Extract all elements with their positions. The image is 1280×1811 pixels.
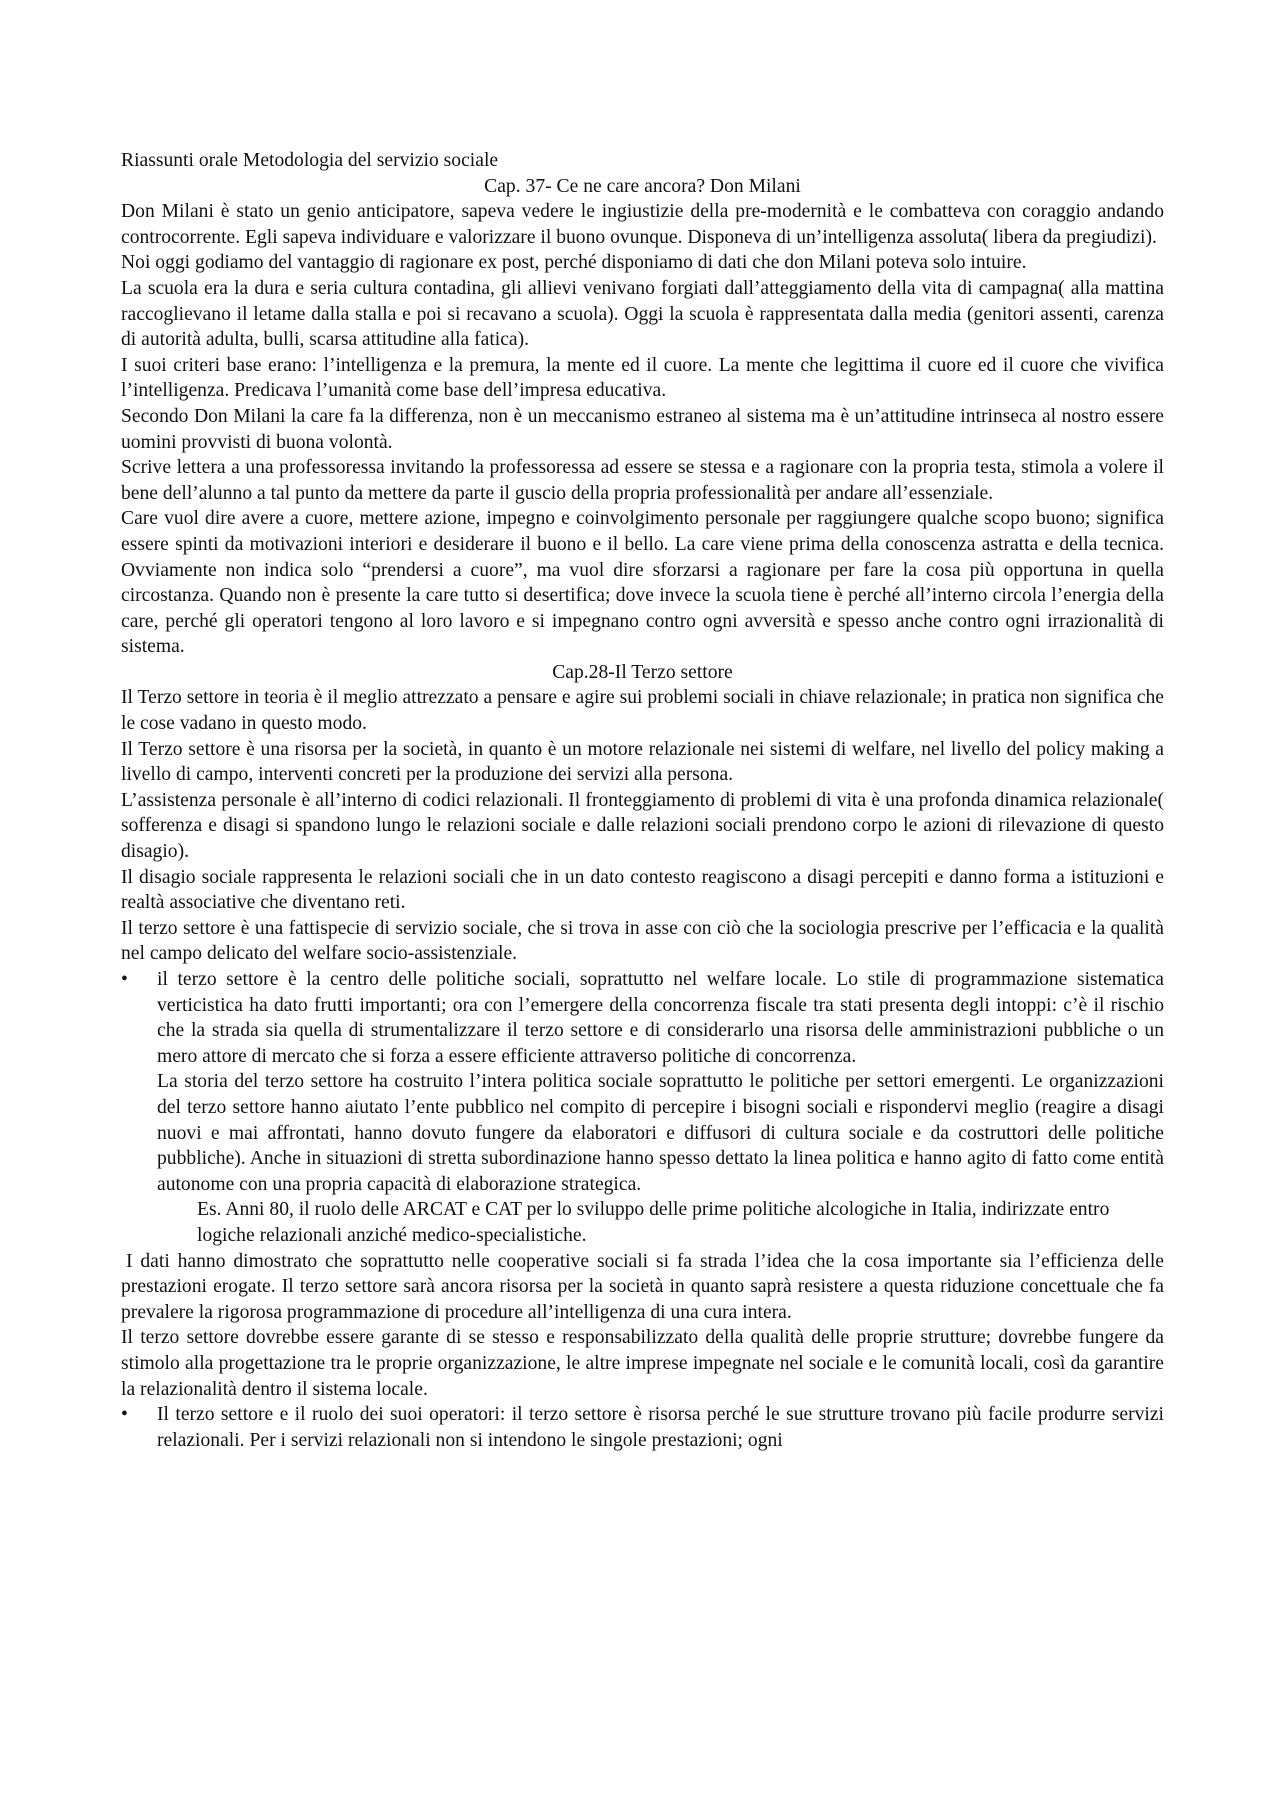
section-heading-cap28: Cap.28-Il Terzo settore [552,661,733,683]
bullet-icon: • [121,969,128,990]
paragraph: Don Milani è stato un genio anticipatore, sapeva vedere le ingiustizie della pre-modernità e le combatteva con coraggio andando controcorrente. Egli sapeva individuare e valorizzare il buono ovunque. Disponeva di un’intelligenza assoluta( libera da pregiudizi). [121,201,1164,248]
list-item [121,967,1164,1249]
paragraph: I dati hanno dimostrato che soprattutto nelle cooperative sociali si fa strada l’idea che la cosa importante sia l’efficienza delle prestazioni erogate. Il terzo settore sarà ancora risorsa per la società in quanto saprà resistere a questa riduzione concettuale che fa prevalere la rigorosa programmazione di procedure all’intelligenza di una cura intera. [121,1250,1164,1323]
list-item-example: Es. Anni 80, il ruolo delle ARCAT e CAT per lo sviluppo delle prime politiche alcologiche in Italia, indirizzate entro logiche relazionali anziché medico-specialistiche. [197,1199,1110,1246]
paragraph: Il Terzo settore è una risorsa per la società, in quanto è un motore relazionale nei sistemi di welfare, nel livello del policy making a livello di campo, interventi concreti per la produzione dei servizi alla persona. [121,738,1164,786]
bullet-icon: • [121,1404,128,1426]
paragraph: Il Terzo settore in teoria è il meglio attrezzato a pensare e agire sui problemi sociali in chiave relazionale; in pratica non significa che le cose vadano in questo modo. [121,687,1164,735]
list-item-text: il terzo settore è la centro delle politiche sociali, soprattutto nel welfare locale. Lo stile di programmazione sistematica verticistica ha dato frutti importanti; ora con l’emergere della concorrenza fiscale tra stati presenta degli intoppi: c’è il rischio che la strada sia quella di strumentalizzare il terzo settore e di considerarlo una risorsa delle amministrazioni pubbliche o un mero attore di mercato che si forza a essere efficiente attraverso politiche di concorrenza. [157,969,1164,1067]
list-item [121,1402,1164,1453]
paragraph: Scrive lettera a una professoressa invitando la professoressa ad essere se stessa e a ragionare con la propria testa, stimola a volere il bene dell’alunno a tal punto da mettere da parte il guscio della propria professionalità per andare all’essenziale. [121,457,1164,504]
document-title: Riassunti orale Metodologia del servizio sociale [121,150,499,171]
paragraph: Secondo Don Milani la care fa la differenza, non è un meccanismo estraneo al sistema ma è un’attitudine intrinseca al nostro essere uomini provvisti di buona volontà. [121,405,1164,453]
bullet-list [121,967,1164,1249]
paragraph: Noi oggi godiamo del vantaggio di ragionare ex post, perché disponiamo di dati che don Milani poteva solo intuire. [121,252,1027,274]
paragraph: Il terzo settore dovrebbe essere garante di se stesso e responsabilizzato della qualità delle proprie strutture; dovrebbe fungere da stimolo alla progettazione tra le proprie organizzazione, le altre imprese impegnate nel sociale e le comunità locali, così da garantire la relazionalità dentro il sistema locale. [121,1327,1164,1400]
list-item-continuation: La storia del terzo settore ha costruito l’intera politica sociale soprattutto le politiche per settori emergenti. Le organizzazioni del terzo settore hanno aiutato l’ente pubblico nel compito di percepire i bisogni sociali e rispondervi meglio (reagire a disagi nuovi e mai affrontati, hanno dovuto fungere da elaboratori e diffusori di cultura sociale e da costruttori delle politiche pubbliche). Anche in situazioni di stretta subordinazione hanno spesso dettato la linea politica e hanno agito di fatto come entità autonome con una propria capacità di elaborazione strategica. [157,1071,1164,1195]
list-item-text: Il terzo settore e il ruolo dei suoi operatori: il terzo settore è risorsa perché le sue strutture trovano più facile produrre servizi relazionali. Per i servizi relazionali non si intendono le singole prestazioni; ogni [157,1404,1164,1451]
paragraph: L’assistenza personale è all’interno di codici relazionali. Il fronteggiamento di problemi di vita è una profonda dinamica relazionale( sofferenza e disagi si spandono lungo le relazioni sociale e dalle relazioni sociali prendono corpo le azioni di rilevazione di questo disagio). [121,789,1164,863]
paragraph: I suoi criteri base erano: l’intelligenza e la premura, la mente ed il cuore. La mente che legittima il cuore ed il cuore che vivifica l’intelligenza. Predicava l’umanità come base dell’impresa educativa. [121,354,1164,402]
bullet-list [121,1402,1164,1453]
paragraph: Il terzo settore è una fattispecie di servizio sociale, che si trova in asse con ciò che la sociologia prescrive per l’efficacia e la qualità nel campo delicato del welfare socio-assistenziale. [121,917,1164,965]
section-heading-cap37: Cap. 37- Ce ne care ancora? Don Milani [484,175,801,197]
paragraph: La scuola era la dura e seria cultura contadina, gli allievi venivano forgiati dall’atteggiamento della vita di campagna( alla mattina raccoglievano il letame dalla stalla e poi si recavano a scuola). Oggi la scuola è rappresentata dalla media (genitori assenti, carenza di autorità adulta, bulli, scarsa attitudine alla fatica). [121,277,1164,351]
paragraph: Il disagio sociale rappresenta le relazioni sociali che in un dato contesto reagiscono a disagi percepiti e danno forma a istituzioni e realtà associative che diventano reti. [121,866,1164,914]
document-page [121,148,1164,1453]
paragraph: Care vuol dire avere a cuore, mettere azione, impegno e coinvolgimento personale per raggiungere qualche scopo buono; significa essere spinti da motivazioni interiori e desiderare il buono e il bello. La care viene prima della conoscenza astratta e della tecnica. Ovviamente non indica solo “prendersi a cuore”, ma vuol dire sforzarsi a ragionare per fare la cosa più opportuna in quella circostanza. Quando non è presente la care tutto si desertifica; dove invece la scuola tiene è perché all’interno circola l’energia della care, perché gli operatori tengono al loro lavoro e si impegnano contro ogni avversità e spesso anche contro ogni irrazionalità di sistema. [121,508,1164,658]
